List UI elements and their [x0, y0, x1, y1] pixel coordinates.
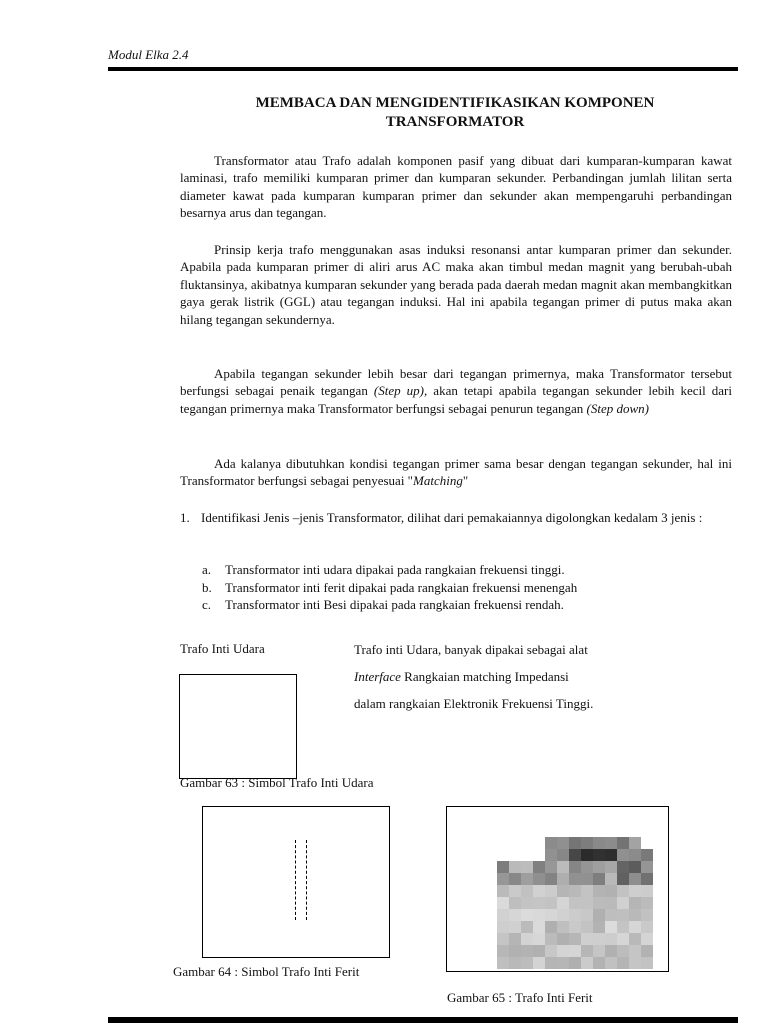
sublist-item	[202, 561, 722, 579]
sublist-letter: b.	[202, 579, 212, 595]
photo-pixel	[521, 897, 533, 909]
paragraph-step-up-down	[180, 365, 732, 417]
sublist-text: Transformator inti udara dipakai pada rangkaian frekuensi tinggi.	[225, 562, 565, 577]
photo-pixel	[545, 897, 557, 909]
paragraph-step-text-a: Apabila tegangan sekunder lebih besar dari tegangan primernya, maka Transformator tersebut berfungsi sebagai penaik tegangan	[180, 366, 732, 399]
photo-pixel	[521, 873, 533, 885]
paragraph-matching-text-c: "	[462, 473, 469, 489]
photo-pixel	[617, 921, 629, 933]
paragraph-matching-text-a: Ada kalanya dibutuhkan kondisi tegangan primer sama besar dengan tegangan sekunder, hal ini Transformator berfungsi sebagai penyesuai "	[180, 456, 732, 489]
photo-pixel	[509, 921, 521, 933]
photo-pixel	[629, 933, 641, 945]
step-down-term: (Step down)	[586, 400, 649, 416]
page-title-line-1: MEMBACA DAN MENGIDENTIFIKASIKAN KOMPONEN	[255, 95, 655, 111]
sublist-text: Transformator inti ferit dipakai pada rangkaian frekuensi menengah	[225, 579, 578, 595]
photo-pixel	[617, 873, 629, 885]
photo-pixel	[521, 921, 533, 933]
photo-pixel	[497, 897, 509, 909]
photo-pixel	[557, 945, 569, 957]
photo-pixel	[533, 921, 545, 933]
photo-pixel	[521, 861, 533, 873]
matching-term: Matching	[413, 473, 463, 489]
photo-pixel	[509, 957, 521, 969]
photo-pixel	[593, 957, 605, 969]
photo-pixel	[617, 945, 629, 957]
photo-pixel	[581, 873, 593, 885]
photo-pixel	[581, 837, 593, 849]
photo-pixel	[569, 921, 581, 933]
photo-pixel	[641, 873, 653, 885]
sublist-letter: a.	[202, 562, 212, 577]
photo-pixel	[569, 945, 581, 957]
photo-pixel	[545, 885, 557, 897]
list-number: 1.	[180, 510, 190, 525]
photo-pixel	[641, 897, 653, 909]
photo-pixel	[569, 897, 581, 909]
photo-pixel	[521, 933, 533, 945]
photo-pixel	[569, 849, 581, 861]
photo-pixel	[569, 957, 581, 969]
photo-pixel	[593, 885, 605, 897]
photo-pixel	[533, 897, 545, 909]
sublist-item	[202, 579, 722, 597]
photo-pixel	[497, 933, 509, 945]
photo-pixel	[581, 945, 593, 957]
air-core-desc-line-1: Trafo inti Udara, banyak dipakai sebagai alat	[354, 642, 588, 657]
photo-pixel	[581, 957, 593, 969]
photo-pixel	[533, 885, 545, 897]
photo-pixel	[533, 945, 545, 957]
photo-pixel	[545, 837, 557, 849]
air-core-label: Trafo Inti Udara	[180, 641, 265, 656]
photo-pixel	[605, 933, 617, 945]
photo-pixel	[605, 897, 617, 909]
photo-pixel	[593, 837, 605, 849]
photo-pixel	[581, 849, 593, 861]
photo-pixel	[497, 957, 509, 969]
photo-pixel	[545, 957, 557, 969]
photo-pixel	[497, 945, 509, 957]
air-core-desc-line-2	[354, 663, 734, 690]
photo-pixel	[605, 957, 617, 969]
photo-pixel	[509, 861, 521, 873]
photo-pixel	[581, 897, 593, 909]
photo-pixel	[557, 897, 569, 909]
footer-rule	[108, 1017, 738, 1023]
photo-pixel	[641, 861, 653, 873]
ferrite-symbol-caption: Gambar 64 : Simbol Trafo Inti Ferit	[173, 964, 360, 979]
photo-pixel	[617, 909, 629, 921]
photo-pixel	[569, 909, 581, 921]
photo-pixel	[581, 909, 593, 921]
air-core-symbol-figure	[179, 674, 297, 779]
photo-pixel	[545, 861, 557, 873]
photo-pixel	[545, 873, 557, 885]
transformer-types-sublist	[202, 561, 722, 614]
photo-pixel	[617, 849, 629, 861]
photo-pixel	[581, 933, 593, 945]
photo-pixel	[605, 873, 617, 885]
photo-pixel	[497, 873, 509, 885]
photo-pixel	[509, 897, 521, 909]
photo-pixel	[557, 921, 569, 933]
photo-pixel	[569, 873, 581, 885]
photo-pixel	[581, 885, 593, 897]
sublist-letter: c.	[202, 597, 212, 613]
module-header-title: Modul Elka 2.4	[108, 47, 189, 62]
photo-pixel	[545, 909, 557, 921]
photo-pixel	[569, 837, 581, 849]
photo-pixel	[509, 873, 521, 885]
photo-pixel	[557, 873, 569, 885]
photo-pixel	[569, 933, 581, 945]
paragraph-step-text-c: akan tetapi apabila tegangan sekunder lebih kecil dari tegangan primernya maka Transformator berfungsi sebagai penurun tegangan	[180, 383, 732, 416]
photo-pixel	[605, 945, 617, 957]
photo-pixel	[545, 933, 557, 945]
photo-pixel	[509, 945, 521, 957]
photo-pixel	[605, 837, 617, 849]
photo-pixel	[629, 897, 641, 909]
photo-pixel	[641, 885, 653, 897]
page-title-line-2: TRANSFORMATOR	[385, 114, 525, 130]
photo-pixel	[629, 945, 641, 957]
photo-pixel	[509, 933, 521, 945]
photo-pixel	[533, 957, 545, 969]
photo-pixel	[497, 909, 509, 921]
photo-pixel	[629, 885, 641, 897]
photo-pixel	[629, 921, 641, 933]
interface-term: Interface	[354, 669, 401, 684]
photo-pixel	[629, 849, 641, 861]
ferrite-core-line-right	[306, 840, 307, 920]
photo-pixel	[533, 873, 545, 885]
paragraph-matching	[180, 455, 732, 490]
photo-pixel	[545, 945, 557, 957]
photo-pixel	[593, 873, 605, 885]
photo-pixel	[557, 861, 569, 873]
photo-pixel	[533, 909, 545, 921]
ferrite-core-line-left	[295, 840, 296, 920]
photo-pixel	[497, 921, 509, 933]
photo-pixel	[521, 945, 533, 957]
ferrite-photo-figure	[446, 806, 669, 972]
paragraph-working-principle	[180, 241, 732, 328]
air-core-caption: Gambar 63 : Simbol Trafo Inti Udara	[180, 775, 374, 790]
photo-pixel	[557, 849, 569, 861]
photo-pixel	[581, 921, 593, 933]
photo-pixel	[629, 873, 641, 885]
photo-pixel	[617, 885, 629, 897]
sublist-item	[202, 596, 722, 614]
photo-pixel	[593, 861, 605, 873]
paragraph-definition-text: Transformator atau Trafo adalah komponen pasif yang dibuat dari kumparan-kumparan kawat laminasi, trafo memiliki kumparan primer dan kumparan sekunder. Perbandingan jumlah lilitan serta diameter kawat pada kumparan kumparan primer dan sekunder akan mempengaruhi perbandingan besarnya arus dan tegangan.	[180, 153, 732, 221]
photo-pixel	[557, 909, 569, 921]
list-item-text: Identifikasi Jenis –jenis Transformator, dilihat dari pemakaiannya digolongkan kedalam 3 jenis :	[201, 510, 703, 525]
ferrite-symbol-figure	[202, 806, 390, 958]
sublist-text: Transformator inti Besi dipakai pada rangkaian frekuensi rendah.	[225, 597, 564, 613]
photo-pixel	[593, 933, 605, 945]
photo-pixel	[629, 957, 641, 969]
photo-pixel	[605, 909, 617, 921]
photo-pixel	[605, 861, 617, 873]
photo-pixel	[509, 885, 521, 897]
photo-pixel	[521, 885, 533, 897]
photo-pixel	[569, 861, 581, 873]
photo-pixel	[593, 909, 605, 921]
air-core-desc-line-3: dalam rangkaian Elektronik Frekuensi Tinggi.	[354, 696, 594, 711]
photo-pixel	[617, 837, 629, 849]
photo-pixel	[605, 885, 617, 897]
paragraph-definition	[180, 152, 732, 222]
photo-pixel	[545, 921, 557, 933]
step-up-term: (Step up),	[373, 383, 428, 399]
photo-pixel	[593, 945, 605, 957]
photo-pixel	[593, 921, 605, 933]
photo-pixel	[593, 849, 605, 861]
photo-pixel	[557, 837, 569, 849]
photo-pixel	[533, 861, 545, 873]
air-core-desc-line-2-rest: Rangkaian matching Impedansi	[400, 669, 569, 684]
photo-pixel	[641, 945, 653, 957]
photo-pixel	[521, 909, 533, 921]
photo-pixel	[557, 933, 569, 945]
photo-pixel	[605, 921, 617, 933]
photo-pixel	[521, 957, 533, 969]
photo-pixel	[509, 909, 521, 921]
photo-pixel	[641, 957, 653, 969]
photo-pixel	[641, 921, 653, 933]
photo-pixel	[569, 885, 581, 897]
photo-pixel	[617, 897, 629, 909]
photo-pixel	[617, 933, 629, 945]
ferrite-photo-caption: Gambar 65 : Trafo Inti Ferit	[447, 990, 593, 1005]
photo-pixel	[557, 957, 569, 969]
photo-pixel	[581, 861, 593, 873]
photo-pixel	[629, 909, 641, 921]
air-core-description	[354, 636, 734, 717]
photo-pixel	[629, 861, 641, 873]
photo-pixel	[641, 933, 653, 945]
photo-pixel	[629, 837, 641, 849]
header-rule	[108, 67, 738, 71]
photo-pixel	[545, 849, 557, 861]
page-title	[178, 94, 732, 132]
photo-pixel	[617, 957, 629, 969]
photo-pixel	[593, 897, 605, 909]
photo-pixel	[641, 849, 653, 861]
photo-pixel	[617, 861, 629, 873]
paragraph-working-principle-text: Prinsip kerja trafo menggunakan asas induksi resonansi antar kumparan primer dan sekunder. Apabila pada kumparan primer di aliri arus AC maka akan timbul medan magnit yang berubah-ubah fluktansinya, akibatnya kumparan sekunder yang berada pada daerah medan magnit akan membangkitkan gaya gerak listrik (GGL) atau tegangan induksi. Hal ini apabila tegangan primer di putus maka akan hilang tegangan sekundernya.	[180, 242, 732, 327]
photo-pixel	[497, 885, 509, 897]
photo-pixel	[641, 909, 653, 921]
list-item-transformer-types	[180, 509, 732, 526]
ferrite-photo-image	[447, 807, 668, 971]
photo-pixel	[557, 885, 569, 897]
photo-pixel	[533, 933, 545, 945]
photo-pixel	[497, 861, 509, 873]
photo-pixel	[605, 849, 617, 861]
